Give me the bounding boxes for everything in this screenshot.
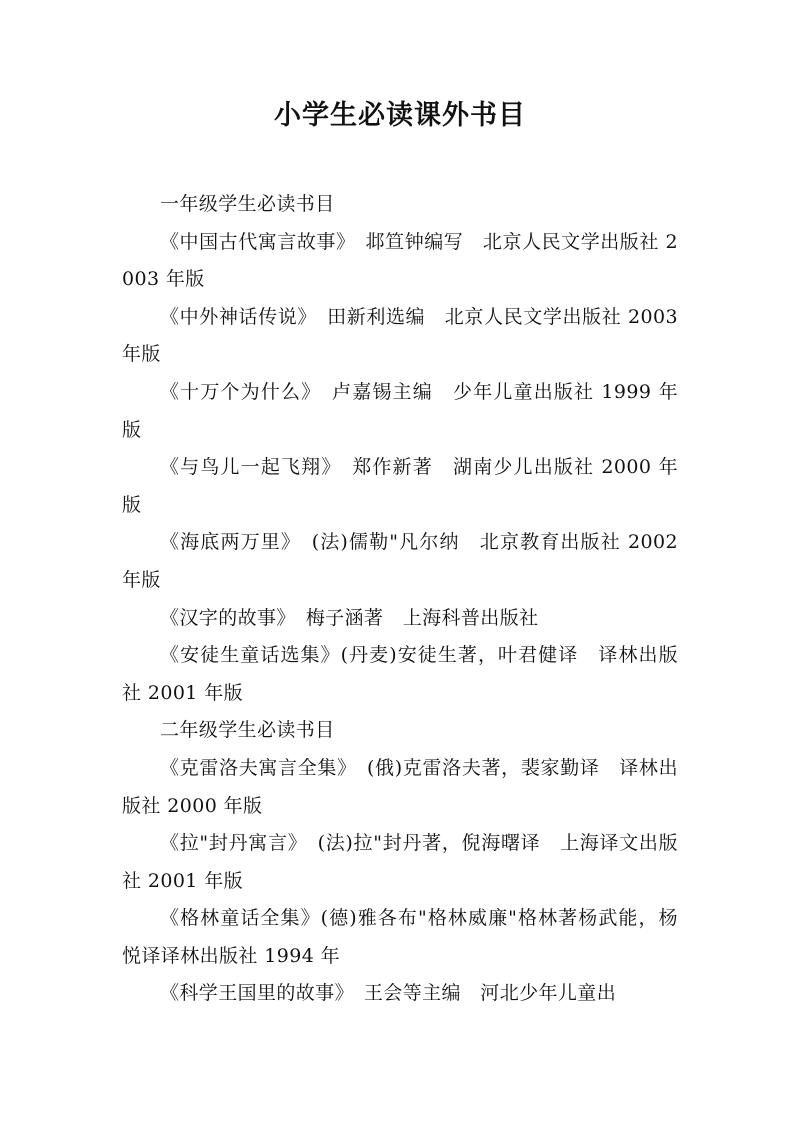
document-title: 小学生必读课外书目 [274, 100, 526, 131]
book-entry: 《科学王国里的故事》 王会等主编 河北少年儿童出 [160, 982, 617, 1005]
book-entry: 《中外神话传说》 田新利选编 北京人民文学出版社 2003 年版 [122, 305, 678, 366]
document-body [122, 186, 678, 1013]
book-entry: 《安徒生童话选集》(丹麦)安徒生著，叶君健译 译林出版社 2001 年版 [122, 644, 678, 704]
book-entry: 《汉字的故事》 梅子涵著 上海科普出版社 [160, 606, 539, 629]
book-entry: 《海底两万里》 (法)儒勒"凡尔纳 北京教育出版社 2002 年版 [122, 531, 678, 591]
section-heading-grade-1: 一年级学生必读书目 [160, 193, 335, 215]
section-heading-grade-2: 二年级学生必读书目 [160, 719, 335, 742]
book-entry: 《克雷洛夫寓言全集》 (俄)克雷洛夫著，裴家勤译 译林出版社 2000 年版 [122, 756, 678, 817]
book-entry: 《与鸟儿一起飞翔》 郑作新著 湖南少儿出版社 2000 年版 [122, 456, 678, 516]
book-entry: 《拉"封丹寓言》 (法)拉"封丹著，倪海曙译 上海译文出版社 2001 年版 [122, 832, 678, 892]
book-entry: 《中国古代寓言故事》 邶笪钟编写 北京人民文学出版社 2003 年版 [122, 230, 678, 291]
book-entry: 《格林童话全集》(德)雅各布"格林威廉"格林著杨武能，杨悦译译林出版社 1994 年 [122, 907, 678, 967]
book-entry: 《十万个为什么》 卢嘉锡主编 少年儿童出版社 1999 年版 [122, 380, 678, 441]
